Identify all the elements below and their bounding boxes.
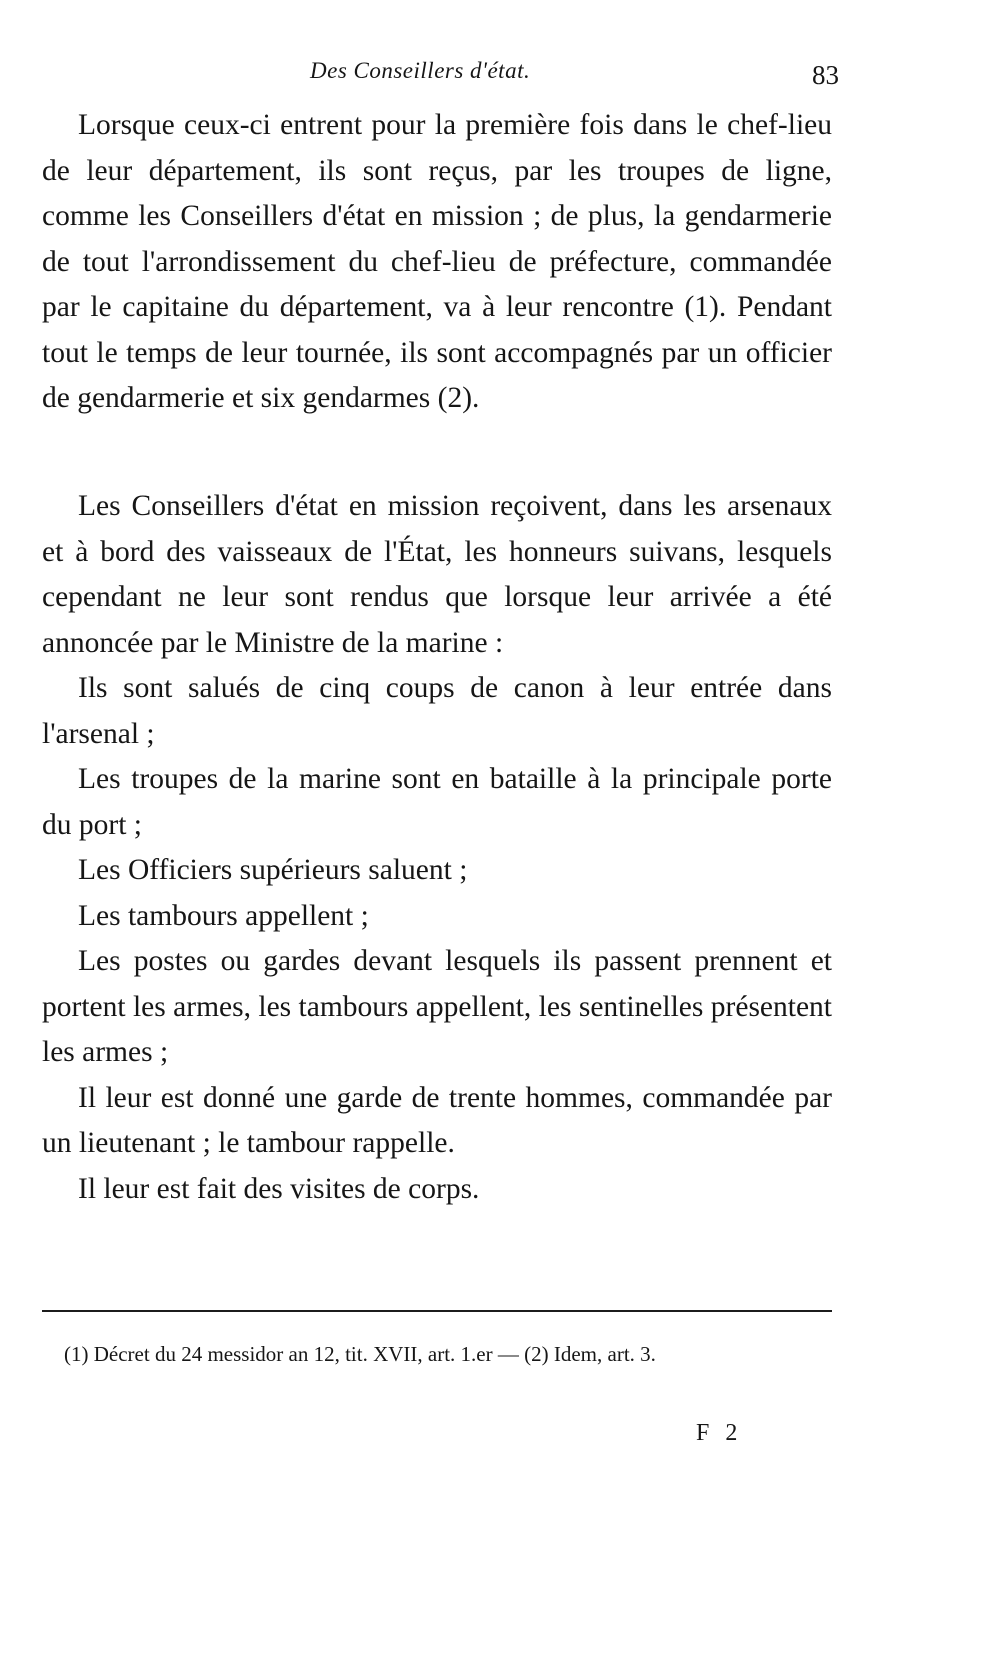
footnote-divider: [42, 1310, 832, 1312]
second-paragraph-block: [42, 484, 832, 1212]
body-paragraph: Les troupes de la marine sont en bataille à la principale porte du port ;: [42, 763, 832, 841]
body-paragraph: Les Officiers supérieurs saluent ;: [78, 854, 468, 886]
footnote-text: (1) Décret du 24 messidor an 12, tit. XVII, art. 1.er — (2) Idem, art. 3.: [64, 1342, 656, 1366]
body-paragraph: Les Conseillers d'état en mission reçoivent, dans les arsenaux et à bord des vaisseaux de l'État, les honneurs suivans, lesquels cependant ne leur sont rendus que lorsque leur arrivée a été annoncée par le Ministre de la marine :: [42, 490, 832, 659]
first-paragraph-block: [42, 103, 832, 422]
page-number: 83: [812, 60, 839, 90]
body-paragraph: Les postes ou gardes devant lesquels ils passent prennent et portent les armes, les tambours appellent, les sentinelles présentent les armes ;: [42, 945, 832, 1068]
running-title: Des Conseillers d'état.: [310, 58, 531, 83]
body-paragraph: Il leur est donné une garde de trente hommes, commandée par un lieutenant ; le tambour rappelle.: [42, 1081, 832, 1159]
body-paragraph: Ils sont salués de cinq coups de canon à leur entrée dans l'arsenal ;: [42, 672, 832, 750]
footnotes: [42, 1338, 832, 1371]
signature-mark: F 2: [696, 1420, 743, 1446]
body-paragraph: Les tambours appellent ;: [78, 899, 369, 932]
body-paragraph: Il leur est fait des visites de corps.: [78, 1172, 480, 1205]
body-paragraph: Lorsque ceux-ci entrent pour la première fois dans le chef-lieu de leur département, ils sont reçus, par les troupes de ligne, comme les Conseillers d'état en mission ; de plus, la gendarmerie de tout l'arrondissement du chef-lieu de préfecture, commandée par le capitaine du département, va à leur rencontre (1). Pendant tout le temps de leur tournée, ils sont accompagnés par un officier de gendarmerie et six gendarmes (2).: [42, 109, 832, 414]
